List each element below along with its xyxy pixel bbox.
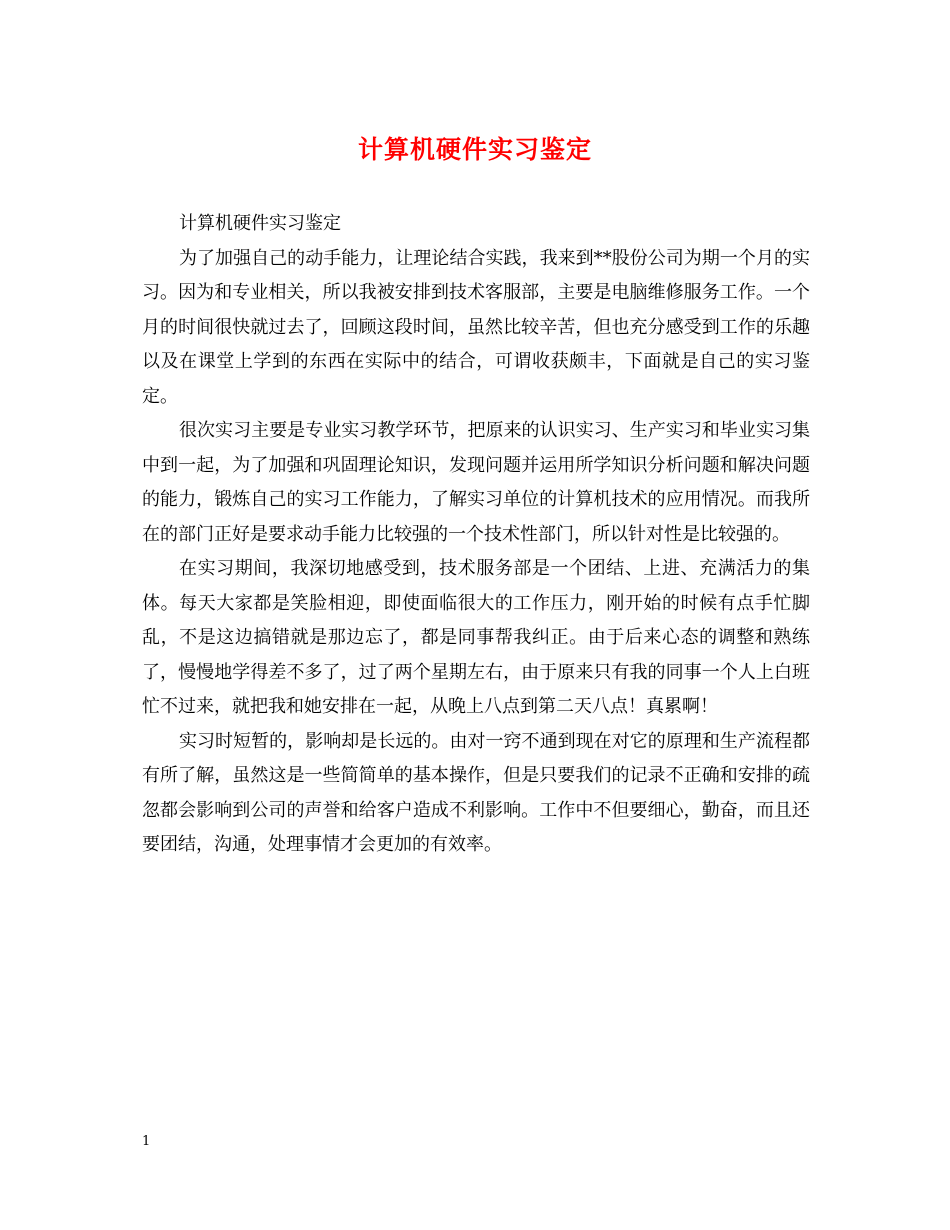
page-number: 1 — [142, 1134, 151, 1149]
paragraph-conclusion: 实习时短暂的，影响却是长远的。由对一窍不通到现在对它的原理和生产流程都有所了解，虽然这是一些简简单的基本操作，但是只要我们的记录不正确和安排的疏忽都会影响到公司的声誉和给客户造成不利影响。工作中不但要细心，勤奋，而且还要团结，沟通，处理事情才会更加的有效率。 — [142, 730, 810, 855]
paragraph-experience: 在实习期间，我深切地感受到，技术服务部是一个团结、上进、充满活力的集体。每天大家都是笑脸相迎，即使面临很大的工作压力，刚开始的时候有点手忙脚乱，不是这边搞错就是那边忘了，都是同事帮我纠正。由于后来心态的调整和熟练了，慢慢地学得差不多了，过了两个星期左右，由于原来只有我的同事一个人上白班忙不过来，就把我和她安排在一起，从晚上八点到第二天八点！真累啊！ — [142, 558, 810, 717]
paragraph-heading: 计算机硬件实习鉴定 — [179, 213, 341, 234]
document-title: 计算机硬件实习鉴定 — [357, 135, 592, 164]
document-body — [142, 207, 810, 863]
paragraph-purpose: 很次实习主要是专业实习教学环节，把原来的认识实习、生产实习和毕业实习集中到一起，为了加强和巩固理论知识，发现问题并运用所学知识分析问题和解决问题的能力，锻炼自己的实习工作能力，了解实习单位的计算机技术的应用情况。而我所在的部门正好是要求动手能力比较强的一个技术性部门，所以针对性是比较强的。 — [142, 420, 810, 545]
paragraph-intro: 为了加强自己的动手能力，让理论结合实践，我来到**股份公司为期一个月的实习。因为和专业相关，所以我被安排到技术客服部，主要是电脑维修服务工作。一个月的时间很快就过去了，回顾这段时间，虽然比较辛苦，但也充分感受到工作的乐趣以及在课堂上学到的东西在实际中的结合，可谓收获颇丰，下面就是自己的实习鉴定。 — [142, 247, 810, 407]
